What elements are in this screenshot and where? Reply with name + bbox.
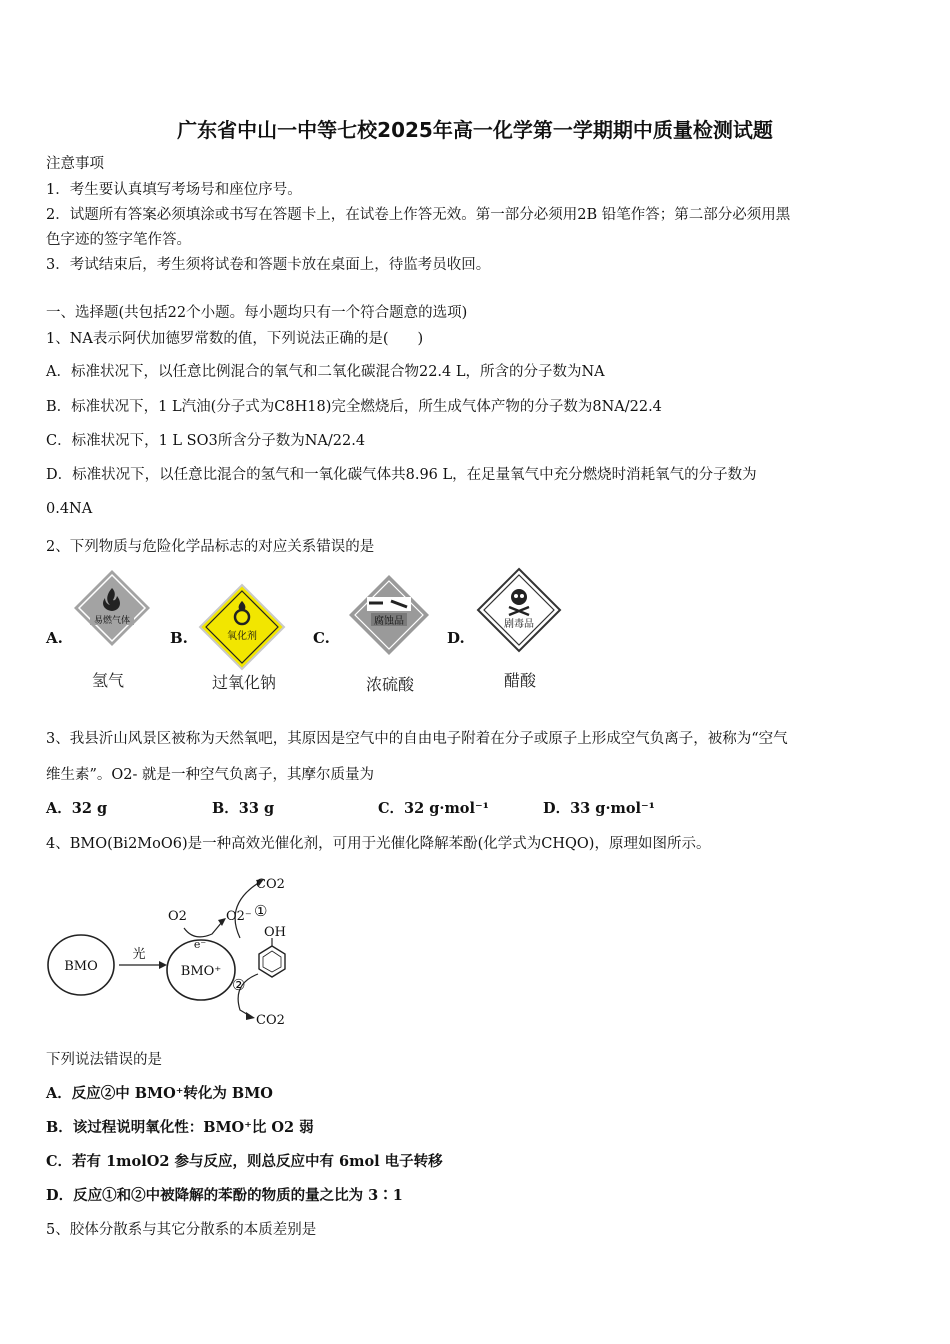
- q3-option-c: C．32 g·mol⁻¹: [378, 800, 489, 817]
- q4-stem: 4、BMO(Bi2MoO6)是一种高效光催化剂，可用于光催化降解苯酚(化学式为CHQO)，原理如图所示。: [46, 836, 711, 852]
- bmo-plus-label: BMO⁺: [180, 964, 222, 979]
- sign-label: 氧化剂: [227, 631, 257, 642]
- section-heading: 一、选择题(共包括22个小题。每小题均只有一个符合题意的选项): [46, 305, 468, 321]
- notice-item: 3．考试结束后，考生须将试卷和答题卡放在桌面上，待监考员收回。: [46, 257, 491, 273]
- sign-label: 剧毒品: [504, 619, 534, 630]
- sign-label: 腐蚀品: [374, 616, 404, 627]
- q4-sub: 下列说法错误的是: [46, 1052, 162, 1068]
- co2-top-label: CO2: [256, 877, 285, 892]
- notice-heading: 注意事项: [46, 156, 104, 172]
- o2-minus-label: O2⁻: [226, 909, 252, 924]
- step1-label: ①: [254, 902, 268, 920]
- q3-option-a: A．32 g: [46, 800, 108, 817]
- q2-stem: 2、下列物质与危险化学品标志的对应关系错误的是: [46, 539, 375, 555]
- q1-option-a: A．标准状况下，以任意比例混合的氧气和二氧化碳混合物22.4 L，所含的分子数为NA: [46, 364, 605, 380]
- q1-stem: 1、NA表示阿伏加德罗常数的值，下列说法正确的是( ): [46, 331, 424, 347]
- notice-item: 1．考生要认真填写考场号和座位序号。: [46, 182, 302, 198]
- q4-option-d: D．反应①和②中被降解的苯酚的物质的量之比为 3∶1: [46, 1187, 403, 1204]
- q2-substance-d: 醋酸: [504, 671, 537, 690]
- toxic-sign: [476, 567, 562, 653]
- q2-label-a: A.: [46, 629, 63, 647]
- co2-bottom-label: CO2: [256, 1013, 285, 1028]
- bmo-label: BMO: [64, 959, 98, 974]
- oh-label: OH: [264, 925, 286, 940]
- step2-label: ②: [232, 976, 246, 994]
- q1-option-d: D．标准状况下，以任意比混合的氢气和一氧化碳气体共8.96 L，在足量氧气中充分燃烧时消耗氧气的分子数为: [46, 467, 757, 483]
- q1-option-c: C．标准状况下，1 L SO3所含分子数为NA/22.4: [46, 433, 366, 449]
- q2-label-c: C.: [313, 629, 330, 647]
- photocatalysis-diagram: [44, 868, 314, 1030]
- q2-label-d: D.: [447, 629, 465, 647]
- q5-stem: 5、胶体分散系与其它分散系的本质差别是: [46, 1222, 317, 1238]
- page-title: 广东省中山一中等七校2025年高一化学第一学期期中质量检测试题: [177, 118, 773, 142]
- notice-item: 2．试题所有答案必须填涂或书写在答题卡上，在试卷上作答无效。第一部分必须用2B 铅笔作答；第二部分必须用黑: [46, 207, 791, 223]
- corrosive-sign: [347, 573, 431, 657]
- q1-option-b: B．标准状况下，1 L汽油(分子式为C8H18)完全燃烧后，所生成气体产物的分子数为8NA/22.4: [46, 399, 662, 415]
- q3-stem-cont: 维生素”。O2- 就是一种空气负离子，其摩尔质量为: [46, 767, 375, 783]
- skull-icon: [511, 589, 527, 605]
- o2-label: O2: [168, 909, 187, 924]
- q4-option-c: C．若有 1molO2 参与反应，则总反应中有 6mol 电子转移: [46, 1153, 443, 1170]
- q2-substance-b: 过氧化钠: [212, 673, 277, 692]
- light-label: 光: [132, 947, 146, 962]
- q4-option-a: A．反应②中 BMO⁺转化为 BMO: [46, 1085, 273, 1102]
- q3-option-b: B．33 g: [212, 800, 275, 817]
- q1-option-d-cont: 0.4NA: [46, 501, 93, 517]
- q4-option-b: B．该过程说明氧化性：BMO⁺比 O2 弱: [46, 1119, 314, 1136]
- flammable-gas-sign: [72, 568, 152, 648]
- oxidizer-sign: [198, 583, 286, 671]
- sign-label: 易燃气体: [93, 616, 131, 626]
- q2-label-b: B.: [170, 629, 188, 647]
- electron-label: e⁻: [193, 938, 207, 951]
- q2-substance-c: 浓硫酸: [366, 675, 415, 694]
- q3-option-d: D．33 g·mol⁻¹: [543, 800, 656, 817]
- q3-stem: 3、我县沂山风景区被称为天然氧吧，其原因是空气中的自由电子附着在分子或原子上形成空气负离子，被称为“空气: [46, 731, 788, 747]
- q2-substance-a: 氢气: [92, 671, 125, 690]
- notice-item: 色字迹的签字笔作答。: [46, 232, 191, 248]
